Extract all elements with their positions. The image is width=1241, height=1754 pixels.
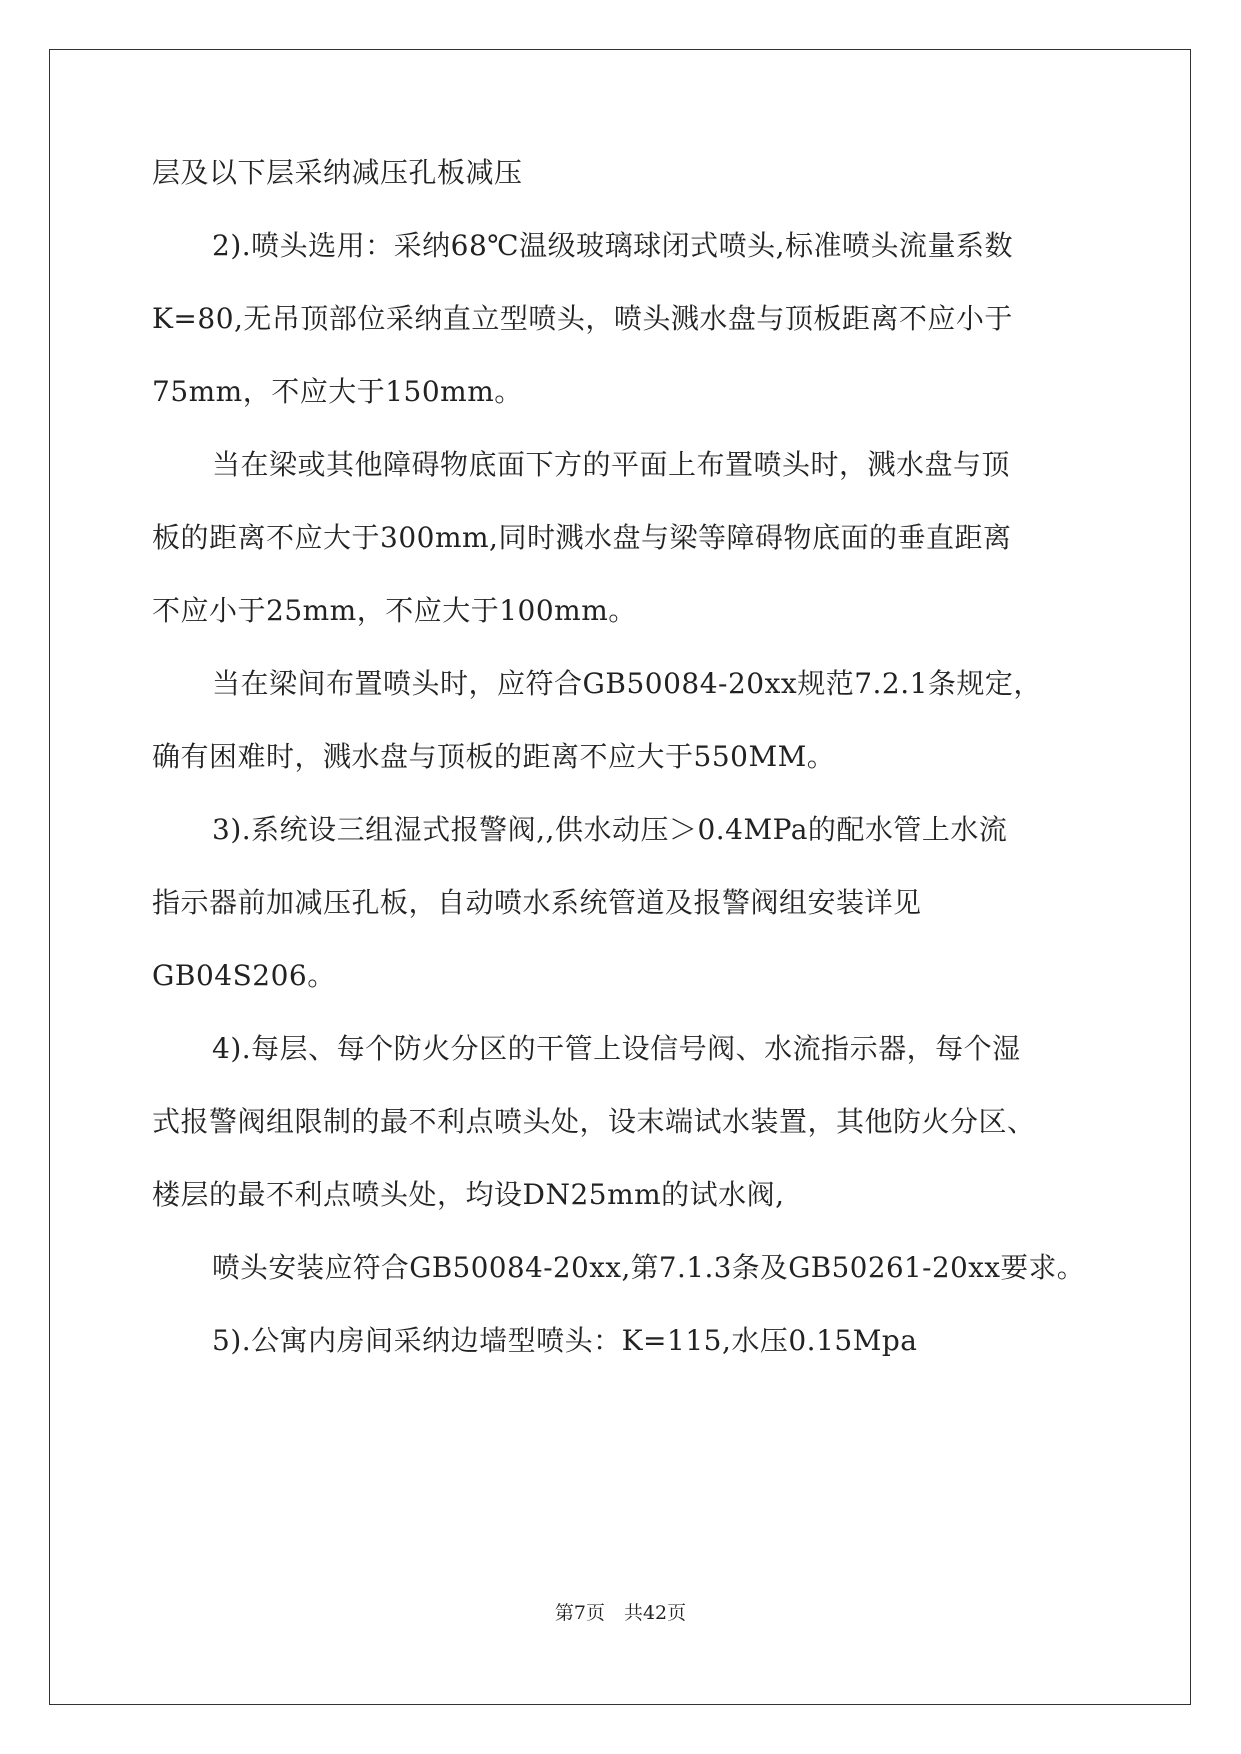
body-line: 式报警阀组限制的最不利点喷头处，设末端试水装置，其他防火分区、 <box>152 1105 1036 1138</box>
body-line: GB04S206。 <box>152 959 336 992</box>
body-line: 板的距离不应大于300mm,同时溅水盘与梁等障碍物底面的垂直距离 <box>152 521 1012 554</box>
body-line: 75mm，不应大于150mm。 <box>152 375 523 408</box>
body-line: 当在梁或其他障碍物底面下方的平面上布置喷头时，溅水盘与顶 <box>212 448 1011 481</box>
body-line: K=80,无吊顶部位采纳直立型喷头，喷头溅水盘与顶板距离不应小于 <box>152 302 1013 335</box>
body-line: 喷头安装应符合GB50084-20xx,第7.1.3条及GB50261-20xx要求。 <box>212 1251 1085 1284</box>
body-line: 不应小于25mm，不应大于100mm。 <box>152 594 637 627</box>
body-line: 层及以下层采纳减压孔板减压 <box>152 156 523 189</box>
body-line: 当在梁间布置喷头时，应符合GB50084-20xx规范7.2.1条规定， <box>212 667 1042 700</box>
body-line: 4).每层、每个防火分区的干管上设信号阀、水流指示器，每个湿 <box>212 1032 1021 1065</box>
body-line: 2).喷头选用：采纳68℃温级玻璃球闭式喷头,标准喷头流量系数 <box>212 229 1013 262</box>
body-line: 确有困难时，溅水盘与顶板的距离不应大于550MM。 <box>152 740 836 773</box>
body-line: 指示器前加减压孔板，自动喷水系统管道及报警阀组安装详见 <box>152 886 922 919</box>
body-line: 楼层的最不利点喷头处，均设DN25mm的试水阀, <box>152 1178 785 1211</box>
body-line: 3).系统设三组湿式报警阀,,供水动压＞0.4MPa的配水管上水流 <box>212 813 1008 846</box>
page-number-footer: 第7页 共42页 <box>554 1602 687 1624</box>
body-line: 5).公寓内房间采纳边墙型喷头：K=115,水压0.15Mpa <box>212 1324 918 1357</box>
